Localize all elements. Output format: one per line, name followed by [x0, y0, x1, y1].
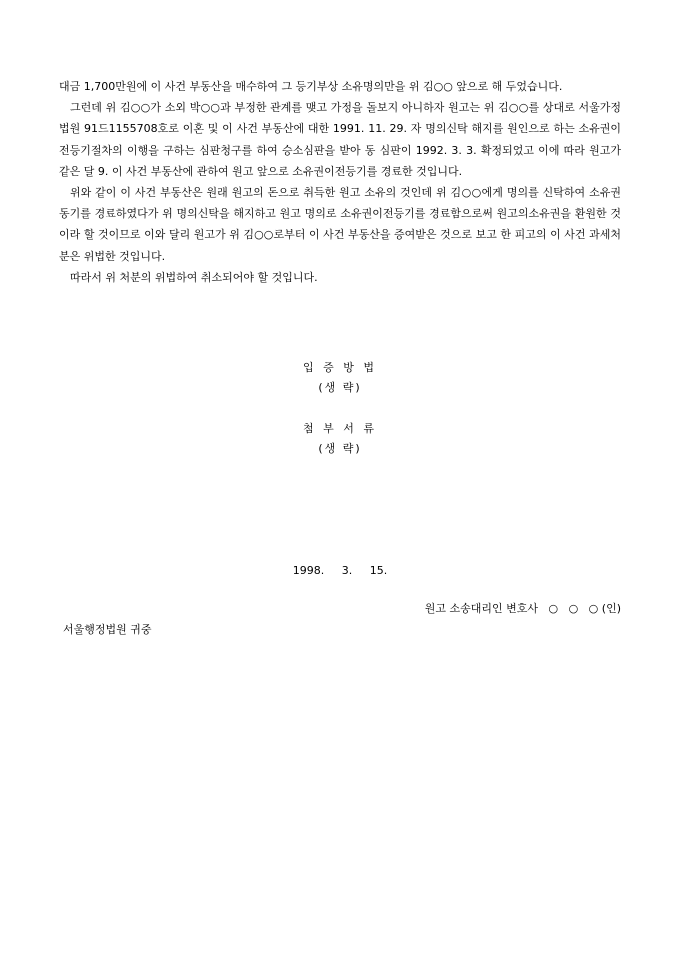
paragraph-1: 대금 1,700만원에 이 사건 부동산을 매수하여 그 등기부상 소유명의만을 위 김○○ 앞으로 해 두었습니다.: [59, 80, 563, 93]
document-date: 1998. 3. 15.: [292, 564, 388, 577]
attachments-section: [0, 419, 680, 459]
signature-line: 원고 소송대리인 변호사 ○ ○ ○ (인): [424, 602, 621, 615]
evidence-section: [0, 358, 680, 398]
attachments-note: (생 략): [318, 442, 362, 455]
attachments-heading: 첨 부 서 류: [303, 422, 377, 435]
evidence-heading: 입 증 방 법: [303, 361, 377, 374]
paragraph-2: 그런데 위 김○○가 소외 박○○과 부정한 관계를 맺고 가정을 돌보지 아니하자 원고는 위 김○○를 상대로 서울가정법원 91드1155708호로 이혼 및 이 사건 부동산에 대한 1991. 11. 29. 자 명의신탁 해지를 원인으로 하는 소유권이 전등기절차의 이행을 구하는 심판청구를 하여 승소심판을 받아 동 심판이 1992. 3. 3. 확정되었고 이에 따라 원고가 같은 달 9. 이 사건 부동산에 관하여 원고 앞으로 소유권이전등기를 경료한 것입니다.: [59, 101, 621, 178]
court-addressee: 서울행정법원 귀중: [63, 623, 152, 636]
document-body: [59, 76, 621, 288]
paragraph-4: 따라서 위 처분의 위법하여 취소되어야 할 것입니다.: [70, 270, 318, 284]
evidence-note: (생 략): [318, 381, 362, 394]
paragraph-3: 위와 같이 이 사건 부동산은 원래 원고의 돈으로 취득한 원고 소유의 것인데 위 김○○에게 명의를 신탁하여 소유권동기를 경료하였다가 위 명의신탁을 해지하고 원고 명의로 소유권이전등기를 경료함으로써 원고의소유권을 환원한 것이라 할 것이므로 이와 달리 원고가 위 김○○로부터 이 사건 부동산을 증여받은 것으로 보고 한 피고의 이 사건 과세처분은 위법한 것입니다.: [59, 186, 621, 263]
